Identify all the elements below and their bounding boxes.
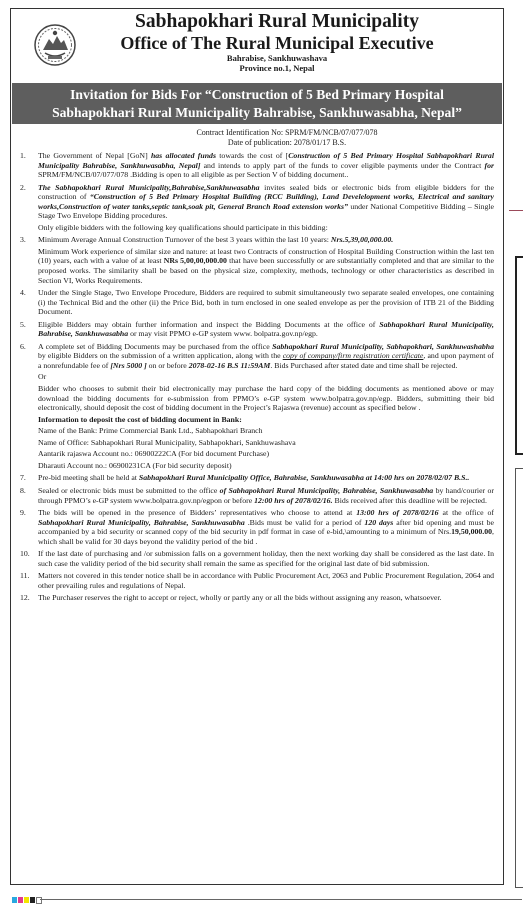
text: at the office of bbox=[438, 508, 494, 518]
text: “Construction of 5 Bed Primary Hospital Building (RCC Building), Land Develelopment works, Electrical and sanitary works,Construction of water tanks,septic tank,soak pit, General Branch Road extension works” bbox=[38, 192, 494, 211]
clause-4 bbox=[20, 288, 494, 319]
text: copy of company/firm registration certificate bbox=[282, 351, 424, 361]
text: towards the cost of [ bbox=[215, 151, 289, 160]
publication-date: Date of publication: 2078/01/17 B.S. bbox=[227, 138, 347, 147]
white-swatch bbox=[36, 897, 42, 904]
clause-number: 6. bbox=[20, 341, 26, 351]
aantarik-account: Aantarik rajaswa Account no.: 06900222CA (For bid document Purchase) bbox=[38, 449, 270, 459]
text: on or before bbox=[146, 360, 189, 370]
notice-header bbox=[11, 9, 503, 83]
clause-5 bbox=[20, 320, 494, 341]
text: by hand/courier or through PPMO’s e-GP system www.bolpatra.gov.np/egpon or before bbox=[38, 485, 495, 505]
text: The Government of Nepal [GoN] bbox=[38, 151, 151, 160]
text: Nrs.5,39,00,000.00. bbox=[330, 235, 394, 245]
print-color-marks bbox=[12, 896, 42, 904]
text: NRs 5,00,00,000.00 bbox=[163, 256, 227, 266]
text: Sabhapokhari Rural Municipality Office, Bahrabise, Sankhuwasabha at 14:00 hrs on 2078/02/07 B.S.. bbox=[138, 473, 470, 483]
text: 2078-02-16 B.S 11:59AM bbox=[188, 360, 271, 370]
clause-number: 8. bbox=[20, 485, 26, 495]
text: of Sabhapokhari Rural Municipality, Bahrabise, Sankhuwasabha bbox=[219, 485, 434, 495]
text: after bid opening and must be accompanied by a bid security or scanned copy of the bid security in pdf format in case of e-bid,\amounting to a minimum of Nrs. bbox=[38, 517, 495, 537]
text: Sealed or electronic bids must be submitted to the office bbox=[38, 485, 220, 495]
text: [Nrs 5000 ] bbox=[110, 360, 147, 370]
org-name: Sabhapokhari Rural Municipality bbox=[135, 11, 419, 32]
clause-number: 5. bbox=[20, 319, 26, 329]
text: Minimum Work experience of similar size and nature: at least two Contracts of construction of Hospital Building Construction within the last ten (10) years, each with a value of at least bbox=[38, 246, 494, 266]
text: The bids will be opened in the presence of Bidders’ representatives who choose to attend at bbox=[38, 508, 357, 518]
text: has allocated funds bbox=[150, 151, 216, 160]
clause-8 bbox=[20, 486, 494, 507]
clause-9 bbox=[20, 508, 494, 548]
clause-6 bbox=[20, 342, 494, 473]
text: Bidder who chooses to submit their bid electronically may purchase the hard copy of the bidding documents as mentioned above or may download the bidding documents for e-submission from PPMO’s e-GP system www.bolpatra.gov.np/egp. Bidders, submitting their bid electronically, should deposit the cost of bidding document in the Project’s Rajaswa (revenue) account as specified below . bbox=[38, 384, 494, 413]
clause-12 bbox=[20, 593, 494, 605]
text: Minimum Average Annual Construction Turnover of the best 3 years within the last 10 years: bbox=[38, 235, 331, 245]
text: invites sealed bids or electronic bids from eligible bidders for the construction of bbox=[38, 182, 494, 202]
text: under National Competitive Bidding – Single Stage Two Envelope Bidding procedures. bbox=[38, 201, 495, 221]
magenta-swatch bbox=[18, 897, 23, 903]
text: Pre-bid meeting shall be held at bbox=[38, 473, 139, 483]
clause-number: 2. bbox=[20, 182, 26, 192]
text: Construction of 5 Bed Primary Hospital Sabhapokhari Rural Municipality Bahrabise, Sankhuwasabha, Nepal] bbox=[38, 151, 494, 170]
text: Sabhapokhari Rural Municipality, Sabhapokhari, Sankhuwashabha bbox=[272, 341, 494, 351]
text: . Bids Purchased after stated date and time shall be rejected. bbox=[270, 360, 458, 370]
address-line-2: Province no.1, Nepal bbox=[239, 63, 315, 73]
black-swatch bbox=[30, 897, 35, 903]
adjacent-divider-line bbox=[509, 210, 523, 211]
org-heading bbox=[11, 11, 503, 73]
cyan-swatch bbox=[12, 897, 17, 903]
text: 19,50,000.00 bbox=[451, 527, 493, 537]
clause-10 bbox=[20, 549, 494, 570]
bank-name: Name of the Bank: Prime Commercial Bank Ltd., Sabhapokhari Branch bbox=[38, 426, 263, 436]
text: Bids received after this deadline will be rejected. bbox=[332, 495, 487, 505]
text: 13:00 hrs of 2078/02/16 bbox=[356, 508, 439, 518]
or-separator: Or bbox=[38, 372, 47, 382]
text: If the last date of purchasing and /or submission falls on a government holiday, then the next working day shall be considered as the last date. In such case the validity period of the bid security shall remain the same as specified for the original last date of bid submission. bbox=[38, 549, 494, 568]
qualification-intro: Only eligible bidders with the following key qualifications should participate in this bidding: bbox=[38, 222, 328, 232]
text: Under the Single Stage, Two Envelope Procedure, Bidders are required to submit simultaneously two separate sealed envelopes, one containing (i) the Technical Bid and the other (ii) the Price Bid, both in turn enclosed in one sealed envelope as per the provision of ITB 21 of the Bidding Document. bbox=[38, 288, 494, 317]
clause-number: 7. bbox=[20, 473, 26, 483]
text: Sabhapokhari Rural Municipality, Bahrabise, Sankhuwasabha bbox=[38, 319, 494, 339]
bank-info-heading: Information to deposit the cost of bidding document in Bank: bbox=[38, 414, 242, 424]
text: for bbox=[484, 160, 494, 170]
clause-3 bbox=[20, 235, 494, 287]
text: , which shall be valid for 30 days beyond the validity period of the bid . bbox=[38, 527, 494, 546]
clause-number: 4. bbox=[20, 288, 26, 298]
text: or may visit PPMO e-GP system www. bolpatra.gov.np/egp. bbox=[128, 329, 318, 339]
adjacent-ad-box bbox=[515, 256, 523, 455]
clause-7 bbox=[20, 473, 494, 485]
clause-2 bbox=[20, 183, 494, 235]
clause-number: 11. bbox=[20, 571, 30, 581]
clause-1 bbox=[20, 151, 494, 182]
text: A complete set of Bidding Documents may be purchased from the office bbox=[38, 341, 273, 351]
notice-meta bbox=[11, 128, 503, 148]
clause-number: 10. bbox=[20, 549, 30, 559]
clause-number: 3. bbox=[20, 235, 26, 245]
text: and intends to apply part of the funds to cover eligible payments under the Contract bbox=[200, 160, 485, 170]
yellow-swatch bbox=[24, 897, 29, 903]
address-line-1: Bahrabise, Sankhuwashava bbox=[226, 53, 328, 63]
page-footer-line bbox=[40, 899, 522, 900]
banner-line-1: Invitation for Bids For “Construction of 5 Bed Primary Hospital bbox=[70, 87, 444, 102]
text: by eligible Bidders on the submission of a written application, along with the bbox=[38, 351, 283, 361]
notice-body bbox=[11, 148, 503, 605]
text: 12:00 hrs of 2078/02/16. bbox=[254, 495, 333, 505]
text: .Bids must be valid for a period of bbox=[244, 517, 365, 527]
adjacent-ad-box bbox=[515, 468, 523, 888]
text: , and upon payment of a nonrefundable fee of bbox=[38, 351, 494, 370]
bank-office-name: Name of Office: Sabhapokhari Rural Municipality, Sabhapokhari, Sankhuwashava bbox=[38, 437, 296, 447]
text: Sabhapokhari Rural Municipality, Bahrabise, Sankhuwasabha bbox=[38, 517, 245, 527]
text: The Sabhapokhari Rural Municipality,Bahrabise,Sankhuwasabha bbox=[38, 182, 260, 192]
text: Eligible Bidders may obtain further information and inspect the Bidding Documents at the office of bbox=[38, 319, 380, 329]
text: 120 days bbox=[364, 517, 394, 527]
contract-id: Contract Identification No: SPRM/FM/NCB/07/077/078 bbox=[196, 128, 378, 137]
clause-number: 1. bbox=[20, 151, 26, 160]
clause-number: 9. bbox=[20, 508, 26, 518]
banner-line-2: Sabhapokhari Rural Municipality Bahrabise, Sankhuwasabha, Nepal” bbox=[52, 105, 462, 120]
clause-number: 12. bbox=[20, 593, 30, 603]
office-name: Office of The Rural Municipal Executive bbox=[120, 33, 434, 53]
tender-notice bbox=[10, 8, 504, 885]
bid-invitation-banner bbox=[12, 83, 502, 124]
clause-11 bbox=[20, 571, 494, 592]
text: The Purchaser reserves the right to accept or reject, wholly or partly any or all the bids without assigning any reason, whatsoever. bbox=[38, 593, 442, 603]
text: that have been successfully or are substantially completed and that are similar to the proposed works. The similarity shall be based on the physical size, complexity, methods, technology or other characteristics as described in Section VI, Works Requirements. bbox=[38, 256, 494, 285]
dharauti-account: Dharauti Account no.: 06900231CA (For bid security deposit) bbox=[38, 460, 232, 470]
text: SPRM/FM/NCB/07/077/078 .Bidding is open to all eligible as per Section V of bidding document.. bbox=[38, 170, 349, 180]
text: Matters not covered in this tender notice shall be in accordance with Public Procurement Act, 2063 and Public Procurement Regulation, 2064 and other prevailing rules and regulations of Nepal. bbox=[38, 571, 494, 590]
